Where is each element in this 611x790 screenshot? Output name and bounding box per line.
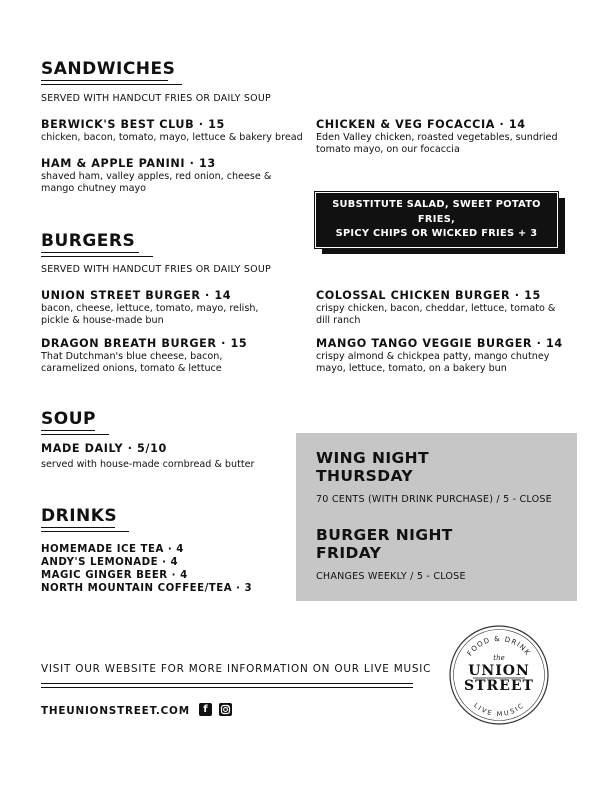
sandwiches-rule-1 <box>41 80 168 81</box>
item-title: HAM & APPLE PANINI · 13 <box>41 157 216 170</box>
substitute-text: SUBSTITUTE SALAD, SWEET POTATO FRIES, SPICY CHIPS OR WICKED FRIES + 3 <box>332 199 541 240</box>
menu-item <box>41 442 281 471</box>
item-desc: Eden Valley chicken, roasted vegetables, sundried tomato mayo, on our focaccia <box>316 132 558 155</box>
drinks-list <box>41 543 252 595</box>
footer-website-row <box>41 699 232 718</box>
menu-item <box>41 289 277 326</box>
website-link[interactable]: THEUNIONSTREET.COM <box>41 705 190 717</box>
logo-line1: UNION <box>468 663 530 679</box>
burgers-rule-1 <box>41 252 139 253</box>
menu-item <box>316 118 566 155</box>
burger-night-promo <box>316 526 466 583</box>
item-desc: bacon, cheese, lettuce, tomato, mayo, relish, pickle & house-made bun <box>41 303 259 326</box>
list-item: MAGIC GINGER BEER · 4 <box>41 570 188 581</box>
list-item: NORTH MOUNTAIN COFFEE/TEA · 3 <box>41 583 253 594</box>
burgers-heading: BURGERS <box>41 231 136 251</box>
soup-heading: SOUP <box>41 409 96 429</box>
item-title: MANGO TANGO VEGGIE BURGER · 14 <box>316 337 563 350</box>
logo-the: the <box>493 654 505 662</box>
promo-title-line1: WING NIGHT <box>316 449 429 467</box>
item-title: BERWICK'S BEST CLUB · 15 <box>41 118 225 131</box>
sandwiches-rule-2 <box>41 84 182 85</box>
item-title: UNION STREET BURGER · 14 <box>41 289 232 302</box>
logo-line2: STREET <box>464 678 534 694</box>
item-desc: served with house-made cornbread & butter <box>41 459 255 470</box>
promo-subtitle: CHANGES WEEKLY / 5 - CLOSE <box>316 571 466 582</box>
menu-item <box>41 157 281 194</box>
item-desc: That Dutchman's blue cheese, bacon, caramelized onions, tomato & lettuce <box>41 351 223 374</box>
item-desc: chicken, bacon, tomato, mayo, lettuce & bakery bread <box>41 132 303 143</box>
footer-info: VISIT OUR WEBSITE FOR MORE INFORMATION ON OUR LIVE MUSIC <box>41 663 432 675</box>
union-street-logo <box>448 624 550 726</box>
substitute-box <box>315 192 558 248</box>
soup-rule-1 <box>41 430 95 431</box>
logo-bottom-arc: LIVE MUSIC <box>472 701 526 718</box>
item-title: DRAGON BREATH BURGER · 15 <box>41 337 248 350</box>
promo-title-line2: THURSDAY <box>316 467 414 485</box>
drinks-heading: DRINKS <box>41 506 118 526</box>
burgers-subtitle: SERVED WITH HANDCUT FRIES OR DAILY SOUP <box>41 264 271 275</box>
promo-subtitle: 70 CENTS (WITH DRINK PURCHASE) / 5 - CLOSE <box>316 494 552 505</box>
wing-night-promo <box>316 449 552 506</box>
menu-item <box>316 289 556 326</box>
footer-rule-2 <box>41 687 413 688</box>
footer-rule-1 <box>41 683 413 684</box>
facebook-icon[interactable]: f <box>199 703 212 716</box>
item-desc: shaved ham, valley apples, red onion, cheese & mango chutney mayo <box>41 171 272 194</box>
promo-title-line2: FRIDAY <box>316 544 382 562</box>
item-desc: crispy chicken, bacon, cheddar, lettuce, tomato & dill ranch <box>316 303 556 326</box>
promo-panel <box>296 433 577 601</box>
logo-top-arc: FOOD & DRINK <box>465 634 533 658</box>
instagram-icon[interactable] <box>219 703 232 716</box>
soup-rule-2 <box>41 434 109 435</box>
list-item: ANDY'S LEMONADE · 4 <box>41 557 179 568</box>
menu-item <box>41 337 281 374</box>
sandwiches-heading: SANDWICHES <box>41 59 176 79</box>
item-desc: crispy almond & chickpea patty, mango chutney mayo, lettuce, tomato, on a bakery bun <box>316 351 550 374</box>
drinks-rule-1 <box>41 527 115 528</box>
promo-title-line1: BURGER NIGHT <box>316 526 453 544</box>
item-title: COLOSSAL CHICKEN BURGER · 15 <box>316 289 541 302</box>
menu-item <box>41 118 303 144</box>
sandwiches-subtitle: SERVED WITH HANDCUT FRIES OR DAILY SOUP <box>41 93 271 104</box>
drinks-rule-2 <box>41 531 129 532</box>
menu-item <box>316 337 578 374</box>
item-title: MADE DAILY · 5/10 <box>41 442 167 455</box>
list-item: HOMEMADE ICE TEA · 4 <box>41 544 184 555</box>
item-title: CHICKEN & VEG FOCACCIA · 14 <box>316 118 526 131</box>
burgers-rule-2 <box>41 256 153 257</box>
